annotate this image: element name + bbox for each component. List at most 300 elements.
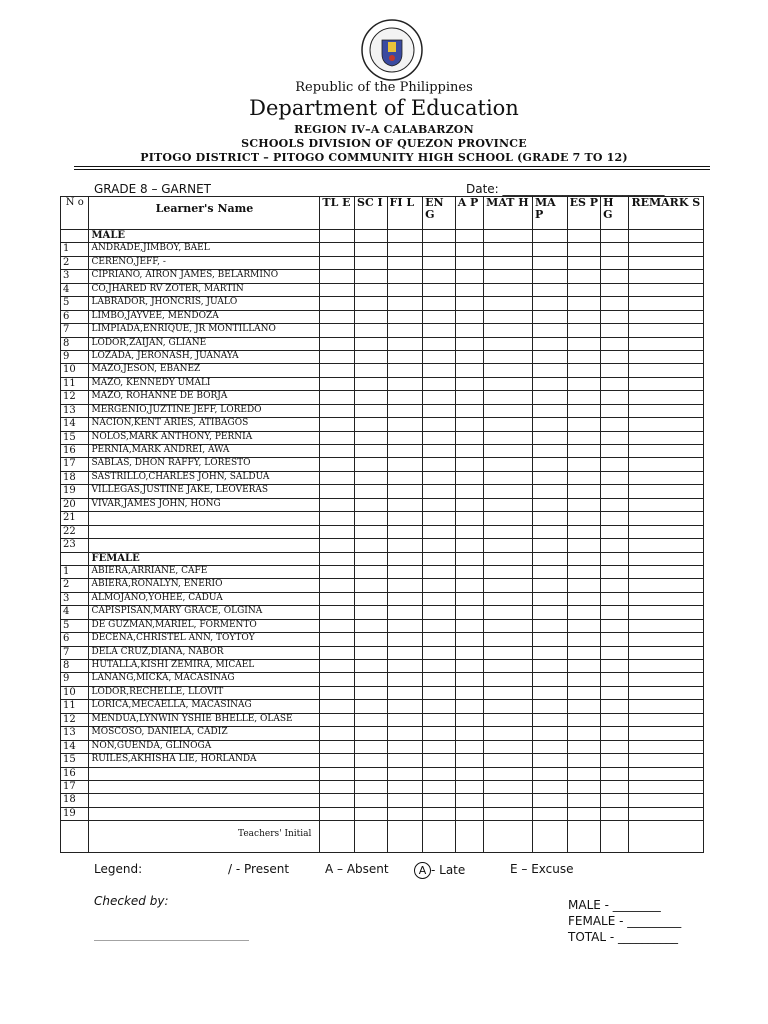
mark-cell[interactable] bbox=[601, 350, 628, 363]
mark-cell[interactable] bbox=[533, 404, 568, 417]
mark-cell[interactable] bbox=[567, 713, 601, 726]
mark-cell[interactable] bbox=[533, 821, 568, 853]
mark-cell[interactable] bbox=[387, 471, 423, 484]
mark-cell[interactable] bbox=[320, 512, 355, 525]
mark-cell[interactable] bbox=[455, 445, 483, 458]
mark-cell[interactable] bbox=[567, 525, 601, 538]
mark-cell[interactable] bbox=[601, 283, 628, 296]
mark-cell[interactable] bbox=[455, 431, 483, 444]
mark-cell[interactable] bbox=[387, 525, 423, 538]
mark-cell[interactable] bbox=[567, 324, 601, 337]
mark-cell[interactable] bbox=[423, 404, 456, 417]
mark-cell[interactable] bbox=[387, 458, 423, 471]
remarks-cell[interactable] bbox=[628, 445, 703, 458]
mark-cell[interactable] bbox=[320, 270, 355, 283]
mark-cell[interactable] bbox=[387, 592, 423, 605]
remarks-cell[interactable] bbox=[628, 767, 703, 780]
mark-cell[interactable] bbox=[423, 391, 456, 404]
mark-cell[interactable] bbox=[484, 633, 533, 646]
mark-cell[interactable] bbox=[387, 364, 423, 377]
mark-cell[interactable] bbox=[355, 445, 388, 458]
mark-cell[interactable] bbox=[455, 727, 483, 740]
mark-cell[interactable] bbox=[423, 780, 456, 793]
mark-cell[interactable] bbox=[533, 646, 568, 659]
mark-cell[interactable] bbox=[533, 754, 568, 767]
mark-cell[interactable] bbox=[387, 431, 423, 444]
mark-cell[interactable] bbox=[355, 700, 388, 713]
mark-cell[interactable] bbox=[355, 230, 388, 243]
mark-cell[interactable] bbox=[601, 404, 628, 417]
mark-cell[interactable] bbox=[533, 619, 568, 632]
mark-cell[interactable] bbox=[423, 512, 456, 525]
mark-cell[interactable] bbox=[484, 794, 533, 807]
mark-cell[interactable] bbox=[320, 458, 355, 471]
mark-cell[interactable] bbox=[423, 445, 456, 458]
mark-cell[interactable] bbox=[355, 498, 388, 511]
remarks-cell[interactable] bbox=[628, 458, 703, 471]
mark-cell[interactable] bbox=[601, 297, 628, 310]
mark-cell[interactable] bbox=[455, 660, 483, 673]
mark-cell[interactable] bbox=[355, 297, 388, 310]
mark-cell[interactable] bbox=[320, 821, 355, 853]
mark-cell[interactable] bbox=[455, 794, 483, 807]
male-total[interactable]: MALE - ________ bbox=[568, 898, 661, 912]
mark-cell[interactable] bbox=[533, 660, 568, 673]
mark-cell[interactable] bbox=[484, 673, 533, 686]
mark-cell[interactable] bbox=[320, 243, 355, 256]
mark-cell[interactable] bbox=[455, 498, 483, 511]
mark-cell[interactable] bbox=[320, 552, 355, 565]
mark-cell[interactable] bbox=[320, 740, 355, 753]
mark-cell[interactable] bbox=[484, 498, 533, 511]
remarks-cell[interactable] bbox=[628, 525, 703, 538]
mark-cell[interactable] bbox=[567, 377, 601, 390]
mark-cell[interactable] bbox=[601, 619, 628, 632]
mark-cell[interactable] bbox=[387, 539, 423, 552]
mark-cell[interactable] bbox=[567, 646, 601, 659]
mark-cell[interactable] bbox=[455, 350, 483, 363]
mark-cell[interactable] bbox=[423, 606, 456, 619]
mark-cell[interactable] bbox=[423, 337, 456, 350]
mark-cell[interactable] bbox=[423, 350, 456, 363]
mark-cell[interactable] bbox=[320, 525, 355, 538]
mark-cell[interactable] bbox=[320, 660, 355, 673]
mark-cell[interactable] bbox=[355, 283, 388, 296]
mark-cell[interactable] bbox=[567, 754, 601, 767]
mark-cell[interactable] bbox=[455, 686, 483, 699]
mark-cell[interactable] bbox=[484, 646, 533, 659]
remarks-cell[interactable] bbox=[628, 431, 703, 444]
mark-cell[interactable] bbox=[320, 404, 355, 417]
date-field[interactable]: Date: ___________________________ bbox=[466, 182, 665, 196]
mark-cell[interactable] bbox=[567, 633, 601, 646]
mark-cell[interactable] bbox=[320, 337, 355, 350]
remarks-cell[interactable] bbox=[628, 471, 703, 484]
mark-cell[interactable] bbox=[455, 458, 483, 471]
mark-cell[interactable] bbox=[567, 539, 601, 552]
mark-cell[interactable] bbox=[484, 539, 533, 552]
mark-cell[interactable] bbox=[423, 579, 456, 592]
mark-cell[interactable] bbox=[387, 283, 423, 296]
mark-cell[interactable] bbox=[567, 270, 601, 283]
mark-cell[interactable] bbox=[320, 646, 355, 659]
mark-cell[interactable] bbox=[320, 700, 355, 713]
mark-cell[interactable] bbox=[601, 324, 628, 337]
mark-cell[interactable] bbox=[423, 646, 456, 659]
remarks-cell[interactable] bbox=[628, 243, 703, 256]
mark-cell[interactable] bbox=[355, 243, 388, 256]
mark-cell[interactable] bbox=[455, 283, 483, 296]
mark-cell[interactable] bbox=[484, 283, 533, 296]
mark-cell[interactable] bbox=[601, 539, 628, 552]
remarks-cell[interactable] bbox=[628, 633, 703, 646]
mark-cell[interactable] bbox=[387, 700, 423, 713]
mark-cell[interactable] bbox=[423, 377, 456, 390]
mark-cell[interactable] bbox=[355, 364, 388, 377]
mark-cell[interactable] bbox=[355, 565, 388, 578]
mark-cell[interactable] bbox=[355, 377, 388, 390]
mark-cell[interactable] bbox=[601, 660, 628, 673]
mark-cell[interactable] bbox=[423, 431, 456, 444]
mark-cell[interactable] bbox=[567, 404, 601, 417]
remarks-cell[interactable] bbox=[628, 485, 703, 498]
remarks-cell[interactable] bbox=[628, 807, 703, 820]
mark-cell[interactable] bbox=[601, 364, 628, 377]
remarks-cell[interactable] bbox=[628, 350, 703, 363]
mark-cell[interactable] bbox=[455, 310, 483, 323]
mark-cell[interactable] bbox=[320, 807, 355, 820]
mark-cell[interactable] bbox=[355, 471, 388, 484]
mark-cell[interactable] bbox=[533, 310, 568, 323]
mark-cell[interactable] bbox=[533, 256, 568, 269]
mark-cell[interactable] bbox=[601, 592, 628, 605]
mark-cell[interactable] bbox=[601, 807, 628, 820]
remarks-cell[interactable] bbox=[628, 377, 703, 390]
mark-cell[interactable] bbox=[423, 700, 456, 713]
mark-cell[interactable] bbox=[320, 485, 355, 498]
mark-cell[interactable] bbox=[484, 660, 533, 673]
mark-cell[interactable] bbox=[423, 364, 456, 377]
mark-cell[interactable] bbox=[601, 633, 628, 646]
mark-cell[interactable] bbox=[355, 337, 388, 350]
mark-cell[interactable] bbox=[567, 780, 601, 793]
mark-cell[interactable] bbox=[320, 418, 355, 431]
mark-cell[interactable] bbox=[567, 310, 601, 323]
mark-cell[interactable] bbox=[387, 418, 423, 431]
mark-cell[interactable] bbox=[320, 498, 355, 511]
mark-cell[interactable] bbox=[533, 498, 568, 511]
mark-cell[interactable] bbox=[387, 646, 423, 659]
remarks-cell[interactable] bbox=[628, 498, 703, 511]
mark-cell[interactable] bbox=[533, 565, 568, 578]
mark-cell[interactable] bbox=[533, 686, 568, 699]
mark-cell[interactable] bbox=[320, 686, 355, 699]
mark-cell[interactable] bbox=[387, 686, 423, 699]
mark-cell[interactable] bbox=[423, 230, 456, 243]
mark-cell[interactable] bbox=[533, 794, 568, 807]
mark-cell[interactable] bbox=[455, 525, 483, 538]
mark-cell[interactable] bbox=[387, 512, 423, 525]
mark-cell[interactable] bbox=[567, 700, 601, 713]
mark-cell[interactable] bbox=[533, 592, 568, 605]
remarks-cell[interactable] bbox=[628, 552, 703, 565]
remarks-cell[interactable] bbox=[628, 310, 703, 323]
mark-cell[interactable] bbox=[455, 821, 483, 853]
mark-cell[interactable] bbox=[455, 485, 483, 498]
mark-cell[interactable] bbox=[320, 364, 355, 377]
mark-cell[interactable] bbox=[601, 498, 628, 511]
mark-cell[interactable] bbox=[455, 404, 483, 417]
mark-cell[interactable] bbox=[533, 283, 568, 296]
mark-cell[interactable] bbox=[455, 364, 483, 377]
remarks-cell[interactable] bbox=[628, 780, 703, 793]
remarks-cell[interactable] bbox=[628, 794, 703, 807]
mark-cell[interactable] bbox=[455, 391, 483, 404]
mark-cell[interactable] bbox=[533, 525, 568, 538]
mark-cell[interactable] bbox=[320, 391, 355, 404]
mark-cell[interactable] bbox=[601, 418, 628, 431]
mark-cell[interactable] bbox=[601, 552, 628, 565]
remarks-cell[interactable] bbox=[628, 297, 703, 310]
mark-cell[interactable] bbox=[423, 673, 456, 686]
mark-cell[interactable] bbox=[533, 673, 568, 686]
mark-cell[interactable] bbox=[387, 445, 423, 458]
mark-cell[interactable] bbox=[567, 807, 601, 820]
remarks-cell[interactable] bbox=[628, 619, 703, 632]
mark-cell[interactable] bbox=[533, 727, 568, 740]
mark-cell[interactable] bbox=[484, 619, 533, 632]
mark-cell[interactable] bbox=[533, 445, 568, 458]
mark-cell[interactable] bbox=[387, 256, 423, 269]
mark-cell[interactable] bbox=[423, 471, 456, 484]
mark-cell[interactable] bbox=[355, 713, 388, 726]
mark-cell[interactable] bbox=[355, 525, 388, 538]
mark-cell[interactable] bbox=[320, 579, 355, 592]
remarks-cell[interactable] bbox=[628, 700, 703, 713]
mark-cell[interactable] bbox=[533, 324, 568, 337]
mark-cell[interactable] bbox=[387, 377, 423, 390]
mark-cell[interactable] bbox=[601, 310, 628, 323]
mark-cell[interactable] bbox=[567, 471, 601, 484]
mark-cell[interactable] bbox=[533, 552, 568, 565]
mark-cell[interactable] bbox=[484, 431, 533, 444]
mark-cell[interactable] bbox=[355, 458, 388, 471]
mark-cell[interactable] bbox=[455, 619, 483, 632]
mark-cell[interactable] bbox=[423, 418, 456, 431]
mark-cell[interactable] bbox=[533, 579, 568, 592]
mark-cell[interactable] bbox=[484, 310, 533, 323]
mark-cell[interactable] bbox=[533, 767, 568, 780]
mark-cell[interactable] bbox=[423, 660, 456, 673]
mark-cell[interactable] bbox=[387, 767, 423, 780]
mark-cell[interactable] bbox=[320, 230, 355, 243]
mark-cell[interactable] bbox=[423, 754, 456, 767]
mark-cell[interactable] bbox=[533, 606, 568, 619]
mark-cell[interactable] bbox=[387, 485, 423, 498]
remarks-cell[interactable] bbox=[628, 391, 703, 404]
mark-cell[interactable] bbox=[387, 310, 423, 323]
mark-cell[interactable] bbox=[320, 471, 355, 484]
mark-cell[interactable] bbox=[455, 230, 483, 243]
mark-cell[interactable] bbox=[567, 283, 601, 296]
mark-cell[interactable] bbox=[567, 727, 601, 740]
mark-cell[interactable] bbox=[355, 619, 388, 632]
remarks-cell[interactable] bbox=[628, 821, 703, 853]
mark-cell[interactable] bbox=[387, 821, 423, 853]
mark-cell[interactable] bbox=[355, 633, 388, 646]
mark-cell[interactable] bbox=[601, 767, 628, 780]
mark-cell[interactable] bbox=[320, 619, 355, 632]
mark-cell[interactable] bbox=[484, 270, 533, 283]
mark-cell[interactable] bbox=[484, 713, 533, 726]
mark-cell[interactable] bbox=[320, 727, 355, 740]
mark-cell[interactable] bbox=[567, 673, 601, 686]
mark-cell[interactable] bbox=[355, 821, 388, 853]
mark-cell[interactable] bbox=[355, 539, 388, 552]
mark-cell[interactable] bbox=[455, 633, 483, 646]
mark-cell[interactable] bbox=[387, 780, 423, 793]
mark-cell[interactable] bbox=[455, 324, 483, 337]
mark-cell[interactable] bbox=[320, 377, 355, 390]
mark-cell[interactable] bbox=[484, 324, 533, 337]
mark-cell[interactable] bbox=[423, 297, 456, 310]
mark-cell[interactable] bbox=[484, 243, 533, 256]
mark-cell[interactable] bbox=[387, 404, 423, 417]
remarks-cell[interactable] bbox=[628, 646, 703, 659]
mark-cell[interactable] bbox=[601, 445, 628, 458]
mark-cell[interactable] bbox=[355, 310, 388, 323]
mark-cell[interactable] bbox=[533, 364, 568, 377]
mark-cell[interactable] bbox=[387, 243, 423, 256]
mark-cell[interactable] bbox=[355, 579, 388, 592]
mark-cell[interactable] bbox=[484, 391, 533, 404]
remarks-cell[interactable] bbox=[628, 270, 703, 283]
mark-cell[interactable] bbox=[423, 767, 456, 780]
mark-cell[interactable] bbox=[601, 606, 628, 619]
mark-cell[interactable] bbox=[484, 256, 533, 269]
remarks-cell[interactable] bbox=[628, 230, 703, 243]
mark-cell[interactable] bbox=[567, 230, 601, 243]
mark-cell[interactable] bbox=[601, 458, 628, 471]
mark-cell[interactable] bbox=[533, 391, 568, 404]
mark-cell[interactable] bbox=[601, 471, 628, 484]
mark-cell[interactable] bbox=[455, 767, 483, 780]
mark-cell[interactable] bbox=[387, 794, 423, 807]
mark-cell[interactable] bbox=[567, 794, 601, 807]
mark-cell[interactable] bbox=[355, 780, 388, 793]
mark-cell[interactable] bbox=[355, 592, 388, 605]
mark-cell[interactable] bbox=[533, 713, 568, 726]
mark-cell[interactable] bbox=[601, 673, 628, 686]
mark-cell[interactable] bbox=[567, 297, 601, 310]
mark-cell[interactable] bbox=[567, 485, 601, 498]
remarks-cell[interactable] bbox=[628, 512, 703, 525]
mark-cell[interactable] bbox=[320, 592, 355, 605]
mark-cell[interactable] bbox=[355, 418, 388, 431]
mark-cell[interactable] bbox=[484, 364, 533, 377]
mark-cell[interactable] bbox=[387, 713, 423, 726]
remarks-cell[interactable] bbox=[628, 418, 703, 431]
remarks-cell[interactable] bbox=[628, 324, 703, 337]
mark-cell[interactable] bbox=[533, 807, 568, 820]
mark-cell[interactable] bbox=[533, 740, 568, 753]
mark-cell[interactable] bbox=[533, 512, 568, 525]
mark-cell[interactable] bbox=[423, 686, 456, 699]
mark-cell[interactable] bbox=[423, 485, 456, 498]
mark-cell[interactable] bbox=[567, 565, 601, 578]
mark-cell[interactable] bbox=[455, 673, 483, 686]
mark-cell[interactable] bbox=[423, 821, 456, 853]
mark-cell[interactable] bbox=[320, 633, 355, 646]
mark-cell[interactable] bbox=[484, 686, 533, 699]
mark-cell[interactable] bbox=[567, 391, 601, 404]
mark-cell[interactable] bbox=[455, 807, 483, 820]
mark-cell[interactable] bbox=[601, 230, 628, 243]
mark-cell[interactable] bbox=[423, 619, 456, 632]
mark-cell[interactable] bbox=[387, 498, 423, 511]
mark-cell[interactable] bbox=[355, 754, 388, 767]
mark-cell[interactable] bbox=[387, 391, 423, 404]
mark-cell[interactable] bbox=[601, 270, 628, 283]
mark-cell[interactable] bbox=[423, 539, 456, 552]
mark-cell[interactable] bbox=[601, 821, 628, 853]
mark-cell[interactable] bbox=[320, 445, 355, 458]
mark-cell[interactable] bbox=[533, 485, 568, 498]
mark-cell[interactable] bbox=[320, 780, 355, 793]
mark-cell[interactable] bbox=[601, 727, 628, 740]
mark-cell[interactable] bbox=[387, 337, 423, 350]
mark-cell[interactable] bbox=[455, 256, 483, 269]
mark-cell[interactable] bbox=[484, 754, 533, 767]
mark-cell[interactable] bbox=[484, 780, 533, 793]
mark-cell[interactable] bbox=[533, 418, 568, 431]
mark-cell[interactable] bbox=[601, 579, 628, 592]
mark-cell[interactable] bbox=[455, 606, 483, 619]
mark-cell[interactable] bbox=[484, 592, 533, 605]
mark-cell[interactable] bbox=[387, 297, 423, 310]
mark-cell[interactable] bbox=[601, 485, 628, 498]
mark-cell[interactable] bbox=[455, 592, 483, 605]
mark-cell[interactable] bbox=[484, 606, 533, 619]
remarks-cell[interactable] bbox=[628, 713, 703, 726]
mark-cell[interactable] bbox=[355, 673, 388, 686]
mark-cell[interactable] bbox=[423, 794, 456, 807]
remarks-cell[interactable] bbox=[628, 364, 703, 377]
mark-cell[interactable] bbox=[455, 297, 483, 310]
mark-cell[interactable] bbox=[601, 512, 628, 525]
mark-cell[interactable] bbox=[355, 646, 388, 659]
mark-cell[interactable] bbox=[455, 579, 483, 592]
mark-cell[interactable] bbox=[387, 565, 423, 578]
mark-cell[interactable] bbox=[601, 391, 628, 404]
mark-cell[interactable] bbox=[484, 418, 533, 431]
mark-cell[interactable] bbox=[484, 458, 533, 471]
mark-cell[interactable] bbox=[567, 552, 601, 565]
remarks-cell[interactable] bbox=[628, 660, 703, 673]
mark-cell[interactable] bbox=[484, 297, 533, 310]
mark-cell[interactable] bbox=[601, 565, 628, 578]
mark-cell[interactable] bbox=[567, 686, 601, 699]
mark-cell[interactable] bbox=[484, 485, 533, 498]
mark-cell[interactable] bbox=[601, 377, 628, 390]
female-total[interactable]: FEMALE - _________ bbox=[568, 914, 682, 928]
mark-cell[interactable] bbox=[320, 673, 355, 686]
mark-cell[interactable] bbox=[533, 297, 568, 310]
mark-cell[interactable] bbox=[423, 525, 456, 538]
mark-cell[interactable] bbox=[484, 727, 533, 740]
overall-total[interactable]: TOTAL - __________ bbox=[568, 930, 679, 944]
mark-cell[interactable] bbox=[387, 552, 423, 565]
